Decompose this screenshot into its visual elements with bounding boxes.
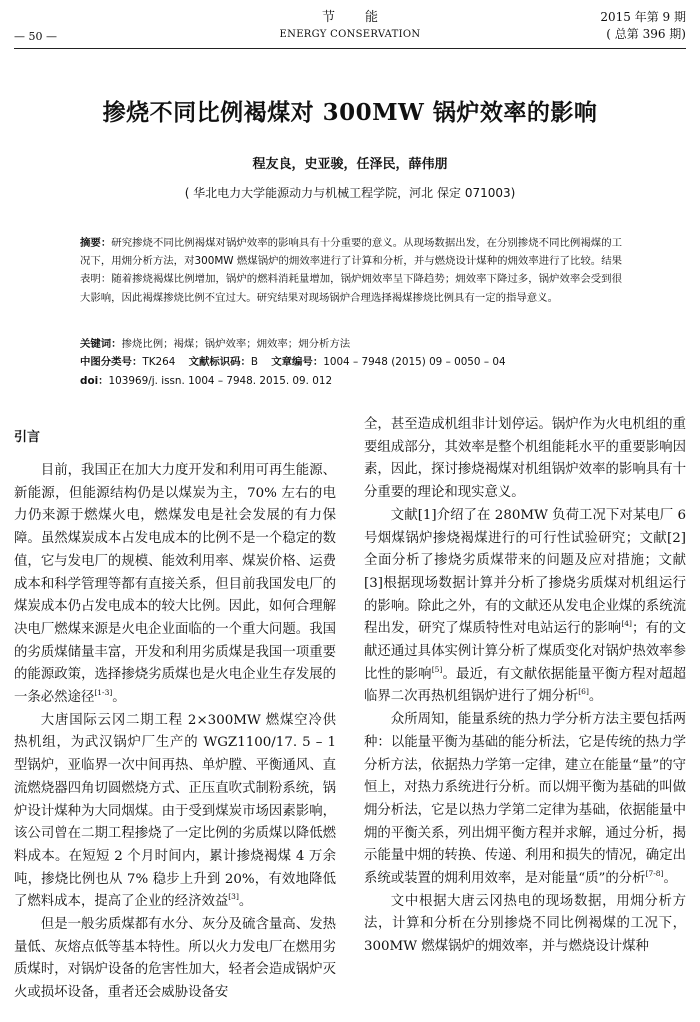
citation: [4] (621, 619, 632, 629)
paragraph-text: 。 (663, 871, 677, 887)
doc-code-value: B (250, 356, 259, 368)
paragraph-text: 。 (588, 689, 603, 705)
paragraph (364, 709, 686, 891)
article-no-value: 1004 – 7948 (2015) 09 – 0050 – 04 (323, 356, 506, 368)
keywords-text: 掺烧比例；褐煤；锅炉效率；㶲效率；㶲分析方法 (121, 338, 351, 350)
paragraph (364, 505, 686, 709)
issue-info (600, 9, 686, 43)
journal-name-cn: 节能 (321, 10, 408, 25)
paragraph-text: ；有的文献还通过具体实例计算分析了煤质变化对锅炉热效率参比性的影响 (364, 621, 687, 682)
paragraph-text: 文献[1]介绍了在 280MW 负荷工况下对某电厂 6 号烟煤锅炉掺烧褐煤进行的可行性试验研究；文献[2]全面分析了掺烧劣质煤带来的问题及应对措施；文献[3]根据现场数据计算并分析了掺烧劣质煤对机组运行的影响。除此之外，有的文献还从发电企业煤的系统流程出发，研究了煤质特性对电站运行的影响 (364, 507, 686, 637)
body-column-left (14, 414, 336, 1005)
abstract-text: 研究掺烧不同比例褐煤对锅炉效率的影响具有十分重要的意义。从现场数据出发，在分别掺烧不同比例褐煤的工况下，用㶲分析方法，对300MW 燃煤锅炉的㶲效率进行了计算和分析，并与燃烧设计煤种的㶲效率进行了比较。结果表明：随着掺烧褐煤比例增加，锅炉的燃料消耗量增加，锅炉㶲效率呈下降趋势；㶲效率下降过多，锅炉效率会受到很大影响，因此褐煤掺烧比例不宜过大。研究结果对现场锅炉合理选择褐煤掺烧比例具有一定的指导意义。 (80, 237, 623, 304)
doc-code-label: 文献标识码： (188, 356, 251, 368)
article-title: 掺烧不同比例褐煤对 300MW 锅炉效率的影响 (102, 99, 598, 126)
article-authors: 程友良，史亚骏，任泽民，薛伟朋 (252, 157, 448, 172)
paragraph-text: 目前，我国正在加大力度开发和利用可再生能源、新能源，但能源结构仍是以煤炭为主，70% 左右的电力仍来源于燃煤火电，燃煤发电是社会发展的有力保障。虽然煤炭成本占发电成本的比例不是一个稳定的数值，它与发电厂的规模、能效利用率、煤炭价格、运费成本和科学管理等都有直接关系，但目前我国发电厂的煤炭成本仍占发电成本的较大比例。因此，如何合理解决电厂燃煤来源是火电企业面临的一个重大问题。我国的劣质煤储量丰富，开发和利用劣质煤是我国一项重要的能源政策，选择掺烧劣质煤也是火电企业生存发展的一条必然途径 (14, 463, 336, 706)
paragraph: 目前，我国正在加大力度开发和利用可再生能源、新能源，但能源结构仍是以煤炭为主，70% 左右的电力仍来源于燃煤火电，燃煤发电是社会发展的有力保障。虽然煤炭成本占发电成本的比例不是一个稳定的数值，它与发电厂的规模、能效利用率、煤炭价格、运费成本和科学管理等都有直接关系，但目前我国发电厂的煤炭成本仍占发电成本的较大比例。因此，如何合理解决电厂燃煤来源是火电企业面临的一个重大问题。我国的劣质煤储量丰富，开发和利用劣质煤是我国一项重要的能源政策，选择掺烧劣质煤也是火电企业生存发展的一条必然途径[1-3]。 (14, 463, 336, 706)
issue-line-2: ( 总第 396 期) (606, 27, 686, 41)
paragraph-text: 。最近，有文献依据能量平衡方程对超超临界二次再热机组锅炉进行了㶲分析 (364, 666, 687, 705)
body-column-right (364, 414, 686, 959)
paragraph: 但是一般劣质煤都有水分、灰分及硫含量高、发热量低、灰熔点低等基本特性。所以火力发电厂在燃用劣质煤时，对锅炉设备的危害性加大，轻者会造成锅炉灭火或损坏设备，重者还会威胁设备安 (14, 917, 336, 1001)
citation: [6] (578, 687, 589, 697)
paragraph: 大唐国际云冈二期工程 2×300MW 燃煤空冷供热机组，为武汉锅炉厂生产的 WGZ1100/17. 5 – 1 型锅炉，亚临界一次中间再热、单炉膛、平衡通风、直流燃烧器四角切圆燃烧方式、正压直吹式制粉系统，锅炉设计煤种为大同烟煤。由于受到煤炭市场因素影响，该公司曾在二期工程掺烧了一定比例的劣质煤以降低燃料成本。在短短 2 个月时间内，累计掺烧褐煤 4 万余吨，掺烧比例也从 7% 稳步上升到 20%，有效地降低了燃料成本，提高了企业的经济效益[3]。 (14, 712, 336, 910)
doi-value: 103969/j. issn. 1004 – 7948. 2015. 09. 012 (108, 375, 333, 387)
citation: [1-3] (94, 688, 113, 698)
paragraph: 文中根据大唐云冈热电的现场数据，用㶲分析方法，计算和分析在分别掺烧不同比例褐煤的工况下，300MW 燃煤锅炉的㶲效率，并与燃烧设计煤种 (364, 893, 686, 955)
abstract-label: 摘要： (80, 237, 112, 249)
running-header (0, 10, 700, 42)
paragraph-text: 大唐国际云冈二期工程 2×300MW 燃煤空冷供热机组，为武汉锅炉厂生产的 WGZ1100/17. 5 – 1 型锅炉，亚临界一次中间再热、单炉膛、平衡通风、直流燃烧器四角切圆燃烧方式、正压直吹式制粉系统，锅炉设计煤种为大同烟煤。由于受到煤炭市场因素影响，该公司曾在二期工程掺烧了一定比例的劣质煤以降低燃料成本。在短短 2 个月时间内，累计掺烧褐煤 4 万余吨，掺烧比例也从 7% 稳步上升到 20%，有效地降低了燃料成本，提高了企业的经济效益 (14, 712, 336, 910)
citation: [7-8] (645, 869, 664, 879)
classification-line (80, 354, 640, 370)
clc-label: 中图分类号： (80, 356, 143, 368)
doi-line (80, 373, 640, 389)
citation: [5] (431, 664, 443, 674)
article-affiliation: ( 华北电力大学能源动力与机械工程学院，河北 保定 071003) (184, 186, 516, 200)
issue-line-1: 2015 年第 9 期 (600, 10, 686, 24)
citation: [3] (228, 892, 239, 902)
header-rule (14, 48, 686, 49)
doi-label: doi： (80, 375, 109, 387)
page-number: — 50 — (14, 30, 57, 43)
keywords-label: 关键词： (80, 338, 122, 350)
paragraph: 全，甚至造成机组非计划停运。锅炉作为火电机组的重要组成部分，其效率是整个机组能耗水平的重要影响因素，因此，探讨掺烧褐煤对机组锅炉效率的影响具有十分重要的理论和现实意义。 (364, 417, 686, 501)
journal-name-en: ENERGY CONSERVATION (279, 29, 421, 40)
article-no-label: 文章编号： (271, 356, 324, 368)
clc-value: TK264 (142, 356, 176, 368)
paragraph-text: 众所周知，能量系统的热力学分析方法主要包括两种：以能量平衡为基础的能分析法，它是传统的热力学分析方法，依据热力学第一定律，建立在能量“量”的守恒上，对热力系统进行分析。而以㶲平衡为基础的叫做㶲分析法，它是以热力学第二定律为基础，依据能量中㶲的平衡关系，列出㶲平衡方程并求解，通过分析，揭示能量中㶲的转换、传递、利用和损失的情况，确定出系统或装置的㶲利用效率，是对能量“质”的分析 (364, 712, 686, 887)
abstract (80, 234, 622, 307)
keywords (80, 336, 640, 352)
section-heading-intro: 引言 (14, 430, 41, 445)
